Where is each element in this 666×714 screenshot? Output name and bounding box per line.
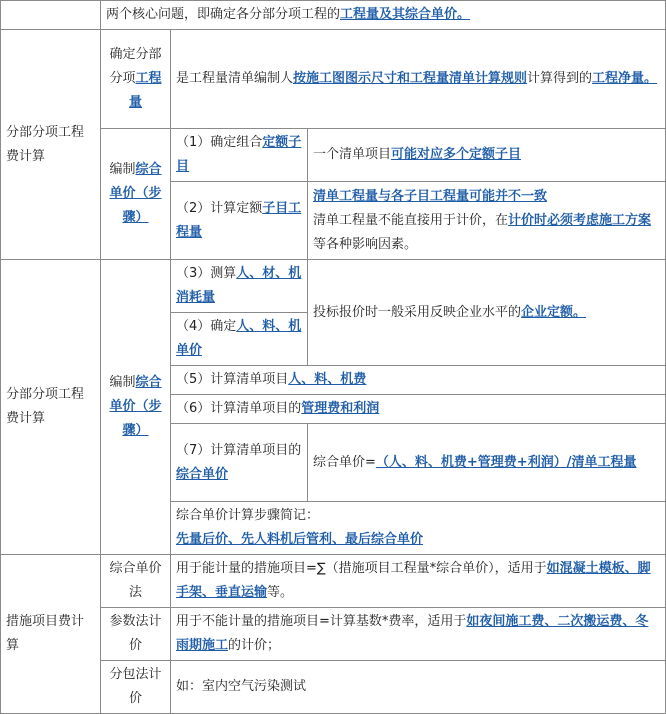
table-row [1,661,666,714]
method-1-highlight: 如混凝土模板、脚手架、垂直运输 [176,561,651,600]
qty-label-highlight: 工程量 [128,71,162,110]
step-6-cell [171,395,666,424]
method-3-label-cell [101,661,171,714]
step-6-highlight: 管理费和利润 [301,401,380,416]
group-label-cell [1,30,101,260]
step-2-highlight: 子目工程量 [176,200,302,240]
step-2-text: （2）计算定额 [176,200,263,216]
step-3-text: （3）测算 [176,266,237,281]
step-7-desc-highlight: （人、料、机费+管理费+利润）/清单工程量 [375,454,637,470]
step-1-desc: 一个清单项目 [313,147,392,162]
step-4-cell [171,313,308,366]
method-2-desc-2: 的计价； [228,638,281,653]
price-label: 编制 [109,375,136,390]
step-2-desc: 清单工程量不能直接用于计价，在 [313,212,509,228]
table-row [1,129,666,182]
qty-desc-text-2: 计算得到的 [527,71,593,86]
qty-desc-highlight-2: 工程净量。 [592,71,658,86]
table-row [1,260,666,313]
step-7-text: （7）计算清单项目的 [176,442,302,458]
intro-text: 两个核心问题，即确定各分部分项工程的 [106,7,341,22]
table-row [1,608,666,661]
step-34-desc: 投标报价时一般采用反映企业水平的 [313,304,522,320]
step-34-desc-cell [308,260,666,366]
step-5-text: （5）计算清单项目 [176,372,289,387]
price-label-highlight: 综合单价（步骤） [109,162,162,225]
group-label-cell [1,555,101,714]
step-7-desc-cell [308,424,666,502]
method-2-desc-cell [171,608,666,661]
method-1-desc: 用于能计量的措施项目=∑（措施项目工程量*综合单价），适用于 [176,561,547,576]
method-2-label: 参数法计价 [109,614,162,653]
price-label: 编制 [109,162,136,177]
step-7-desc: 综合单价= [313,454,376,470]
qty-desc-text: 是工程量清单编制人 [176,71,294,86]
price-label-cell [101,129,171,260]
group-label: 分部分项工程费计算 [6,124,85,164]
price-label-highlight: 综合单价（步骤） [109,375,162,438]
price-label-cell [101,260,171,555]
step-34-desc-highlight: 企业定额。 [521,304,587,320]
step-2-desc-cell [308,182,666,260]
intro-highlight: 工程量及其综合单价。 [340,7,471,22]
group-label: 分部分项工程费计算 [6,387,85,426]
method-2-desc: 用于不能计量的措施项目=计算基数*费率，适用于 [176,614,467,629]
step-5-highlight: 人、料、机费 [288,372,367,387]
step-1-text: （1）确定组合 [176,135,263,150]
intro-cell [101,1,666,30]
step-3-cell [171,260,308,313]
qty-label: 确定分部分项 [109,47,162,86]
step-1-highlight: 定额子目 [176,135,302,174]
step-2-desc-highlight-2: 计价时必须考虑施工方案 [508,212,652,228]
group-label-cell [1,260,101,555]
memo-text: 综合单价计算步骤简记： [176,508,320,523]
memo-highlight: 先量后价、先人料机后管利、最后综合单价 [176,532,424,547]
step-3-highlight: 人、材、机消耗量 [176,266,302,305]
memo-cell [171,502,666,555]
table-row [1,555,666,608]
step-1-cell [171,129,308,182]
step-1-desc-highlight: 可能对应多个定额子目 [391,147,522,162]
method-1-desc-cell [171,555,666,608]
step-2-desc-highlight: 清单工程量与各子目工程量可能并不一致 [313,188,548,204]
step-5-cell [171,366,666,395]
step-1-desc-cell [308,129,666,182]
step-7-highlight: 综合单价 [176,466,229,482]
qty-label-cell [101,30,171,129]
table-row [1,1,666,30]
method-1-label: 综合单价法 [109,561,162,600]
table-row [1,30,666,129]
method-1-label-cell [101,555,171,608]
step-7-cell [171,424,308,502]
step-2-cell [171,182,308,260]
step-4-text: （4）确定 [176,319,237,334]
group-label: 措施项目费计算 [6,614,85,653]
cell-empty [1,1,101,30]
method-1-desc-2: 等。 [267,585,294,600]
method-3-desc-cell [171,661,666,714]
step-4-highlight: 人、料、机单价 [176,319,302,358]
method-3-label: 分包法计价 [109,667,162,706]
qty-desc-highlight: 按施工图图示尺寸和工程量清单计算规则 [293,71,528,86]
method-3-desc: 如：室内空气污染测试 [176,679,307,694]
method-2-label-cell [101,608,171,661]
step-6-text: （6）计算清单项目的 [176,401,302,416]
step-2-desc-2: 等各种影响因素。 [313,236,418,252]
qty-desc-cell [171,30,666,129]
method-2-highlight: 如夜间施工费、二次搬运费、冬雨期施工 [176,614,649,653]
